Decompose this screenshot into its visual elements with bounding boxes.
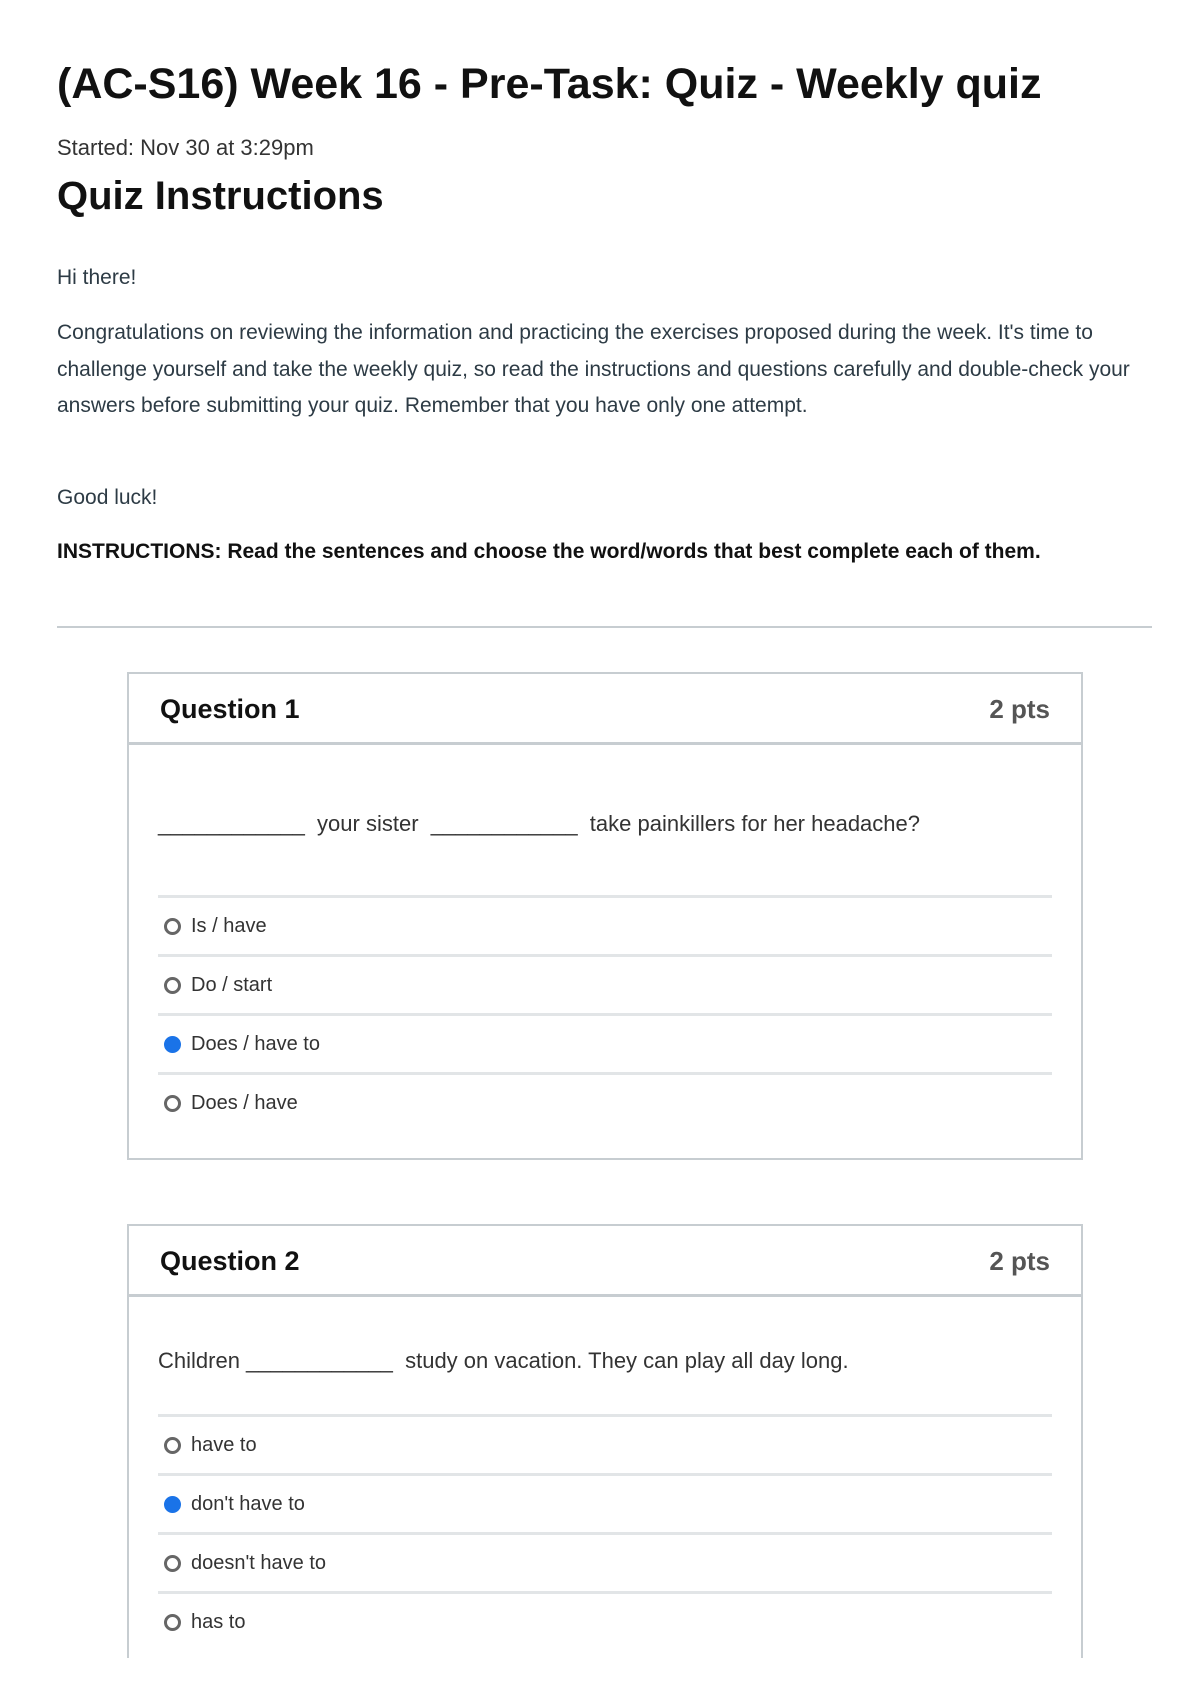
intro-paragraph: Congratulations on reviewing the information and practicing the exercises proposed during the week. It's time to challenge yourself and take the weekly quiz, so read the instructions and questions carefully and double-check your answers before submitting your quiz. Remember that you have only one attempt. bbox=[57, 321, 1130, 418]
answer-label: Do / start bbox=[191, 973, 273, 996]
started-timestamp: Started: Nov 30 at 3:29pm bbox=[57, 135, 314, 160]
answer-label: Does / have bbox=[191, 1091, 298, 1114]
answer-option[interactable] bbox=[158, 1473, 1052, 1532]
answer-option[interactable] bbox=[158, 954, 1052, 1013]
divider bbox=[57, 626, 1152, 628]
answer-option[interactable] bbox=[158, 1591, 1052, 1650]
page-title: (AC-S16) Week 16 - Pre-Task: Quiz - Weekly quiz bbox=[57, 60, 1042, 108]
radio-selected-icon[interactable] bbox=[164, 1496, 181, 1513]
question-text: ____________ your sister ____________ take painkillers for her headache? bbox=[158, 811, 920, 836]
answer-option[interactable] bbox=[158, 1013, 1052, 1072]
answer-label: Does / have to bbox=[191, 1032, 320, 1055]
question-header bbox=[129, 674, 1081, 745]
answer-option[interactable] bbox=[158, 1414, 1052, 1473]
answer-label: have to bbox=[191, 1433, 257, 1456]
question-title: Question 2 bbox=[160, 1246, 300, 1276]
radio-icon[interactable] bbox=[164, 1437, 181, 1454]
radio-icon[interactable] bbox=[164, 977, 181, 994]
question-points: 2 pts bbox=[989, 1246, 1050, 1276]
radio-icon[interactable] bbox=[164, 1555, 181, 1572]
radio-icon[interactable] bbox=[164, 918, 181, 935]
instructions-heading: Quiz Instructions bbox=[57, 174, 384, 218]
radio-icon[interactable] bbox=[164, 1095, 181, 1112]
question-2 bbox=[127, 1224, 1083, 1658]
question-1 bbox=[127, 672, 1083, 1160]
answer-label: has to bbox=[191, 1610, 246, 1633]
answer-label: Is / have bbox=[191, 914, 267, 937]
instructions-text: INSTRUCTIONS: Read the sentences and choose the word/words that best complete each of them. bbox=[57, 540, 1041, 563]
answer-option[interactable] bbox=[158, 1532, 1052, 1591]
answer-label: doesn't have to bbox=[191, 1551, 327, 1574]
radio-icon[interactable] bbox=[164, 1614, 181, 1631]
radio-selected-icon[interactable] bbox=[164, 1036, 181, 1053]
answer-label: don't have to bbox=[191, 1492, 305, 1515]
question-title: Question 1 bbox=[160, 694, 300, 724]
greeting-text: Hi there! bbox=[57, 266, 137, 289]
question-text: Children ____________ study on vacation. They can play all day long. bbox=[158, 1348, 849, 1373]
good-luck-text: Good luck! bbox=[57, 486, 158, 509]
answer-option[interactable] bbox=[158, 1072, 1052, 1131]
answer-option[interactable] bbox=[158, 895, 1052, 954]
question-points: 2 pts bbox=[989, 694, 1050, 724]
question-header bbox=[129, 1226, 1081, 1297]
